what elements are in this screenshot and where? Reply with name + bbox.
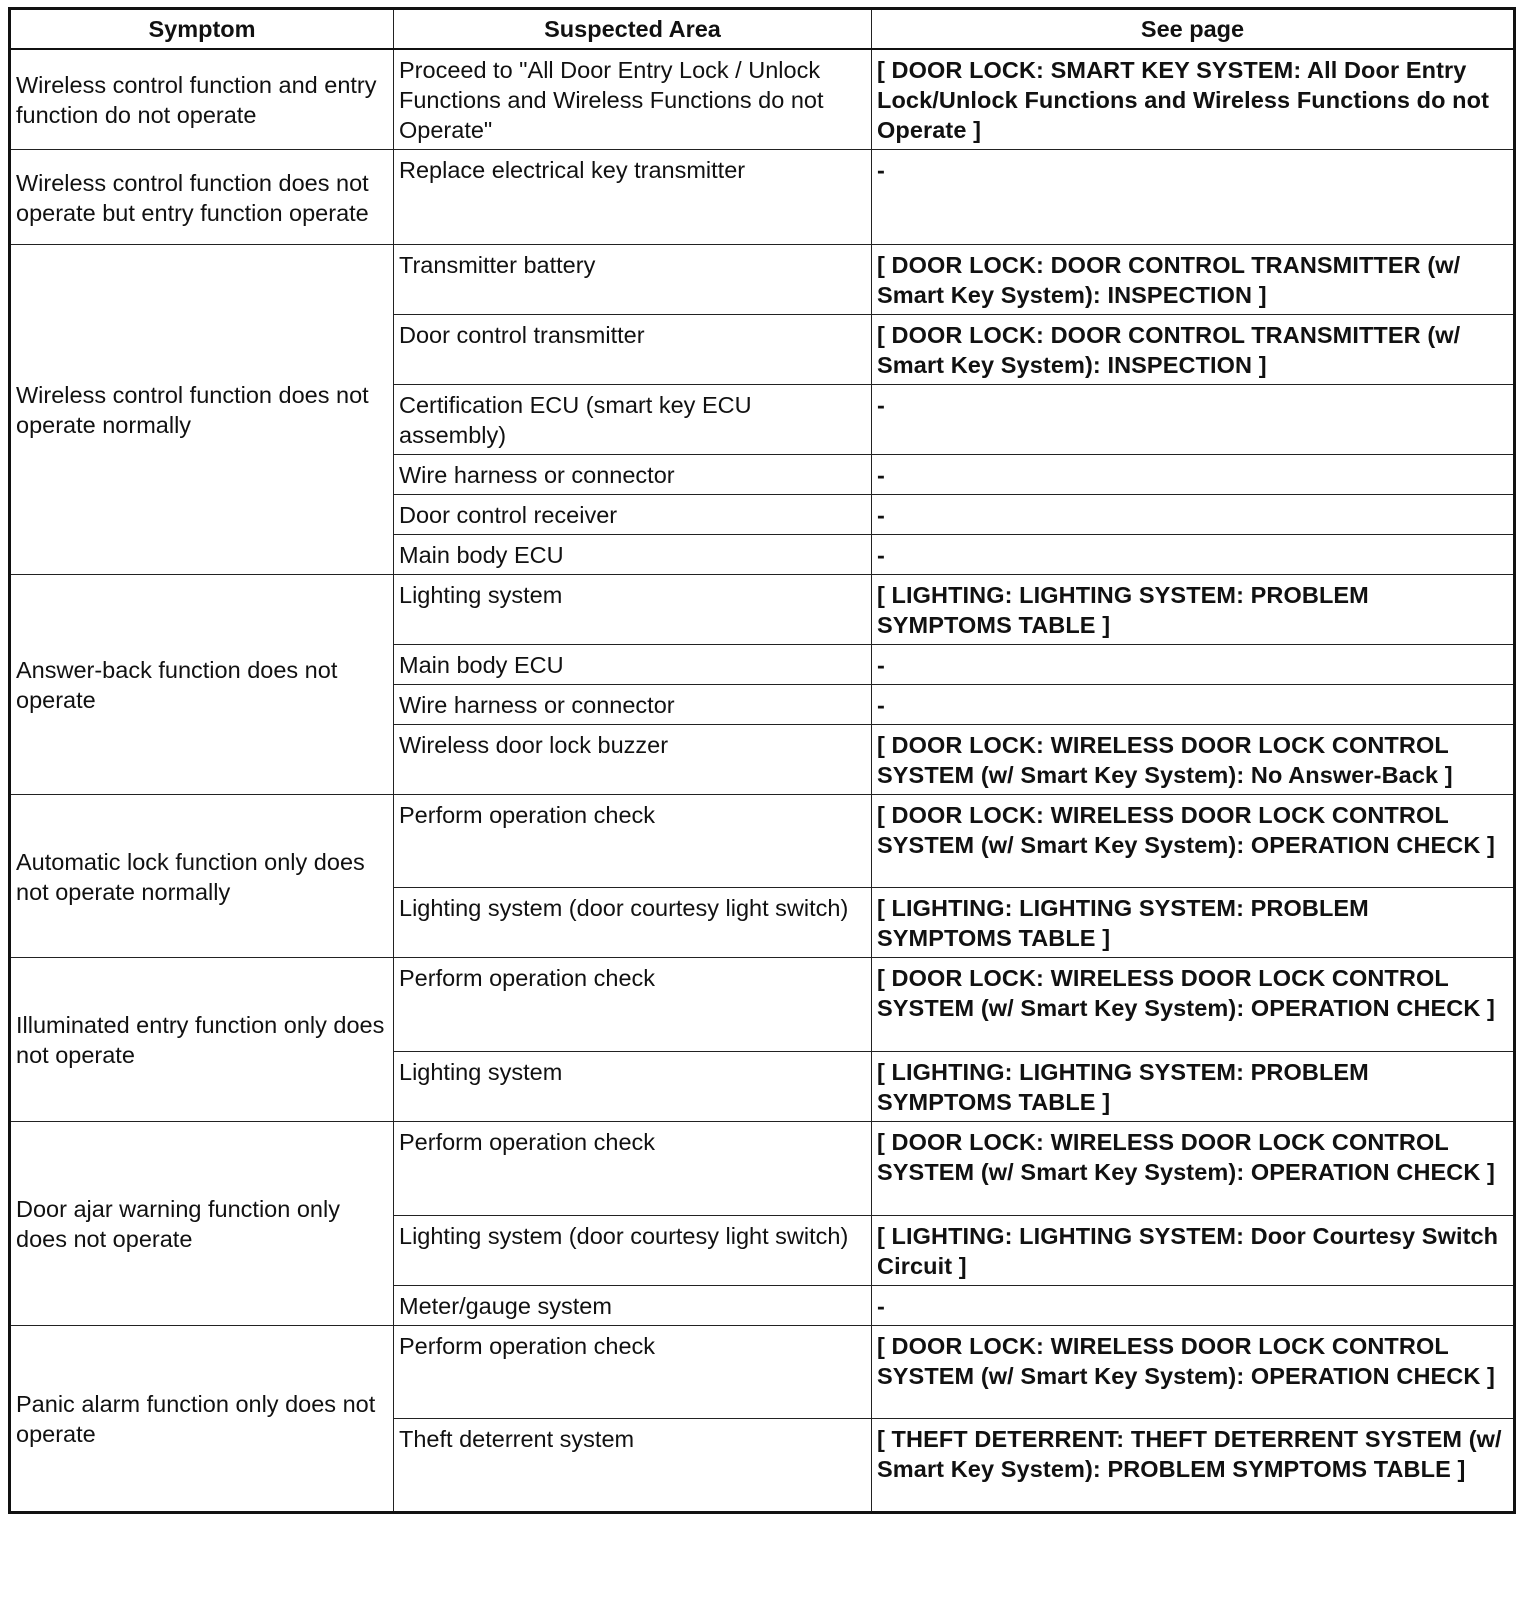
table-row [10, 1122, 1515, 1216]
symptom-cell: Illuminated entry function only does not operate [10, 958, 394, 1122]
suspected-area-cell: Door control transmitter [394, 315, 872, 385]
problem-symptoms-table-container [8, 7, 1516, 1514]
header-see-page: See page [872, 9, 1515, 50]
see-page-cell: [ DOOR LOCK: DOOR CONTROL TRANSMITTER (w/ Smart Key System): INSPECTION ] [872, 245, 1515, 315]
see-page-cell: [ LIGHTING: LIGHTING SYSTEM: Door Courtesy Switch Circuit ] [872, 1216, 1515, 1286]
see-page-cell: [ DOOR LOCK: SMART KEY SYSTEM: All Door Entry Lock/Unlock Functions and Wireless Functions do not Operate ] [872, 49, 1515, 150]
table-row [10, 150, 1515, 245]
suspected-area-cell: Meter/gauge system [394, 1286, 872, 1326]
see-page-cell: [ LIGHTING: LIGHTING SYSTEM: PROBLEM SYMPTOMS TABLE ] [872, 575, 1515, 645]
suspected-area-cell: Lighting system [394, 575, 872, 645]
header-symptom: Symptom [10, 9, 394, 50]
suspected-area-cell: Proceed to "All Door Entry Lock / Unlock Functions and Wireless Functions do not Operate" [394, 49, 872, 150]
suspected-area-cell: Perform operation check [394, 1326, 872, 1419]
see-page-cell: - [872, 535, 1515, 575]
see-page-cell: [ DOOR LOCK: WIRELESS DOOR LOCK CONTROL SYSTEM (w/ Smart Key System): OPERATION CHECK ] [872, 795, 1515, 888]
symptom-cell: Wireless control function and entry function do not operate [10, 49, 394, 150]
see-page-cell: [ LIGHTING: LIGHTING SYSTEM: PROBLEM SYMPTOMS TABLE ] [872, 1052, 1515, 1122]
table-row [10, 575, 1515, 645]
see-page-cell: [ DOOR LOCK: WIRELESS DOOR LOCK CONTROL SYSTEM (w/ Smart Key System): No Answer-Back ] [872, 725, 1515, 795]
suspected-area-cell: Wire harness or connector [394, 685, 872, 725]
suspected-area-cell: Door control receiver [394, 495, 872, 535]
suspected-area-cell: Transmitter battery [394, 245, 872, 315]
suspected-area-cell: Perform operation check [394, 795, 872, 888]
header-row [10, 9, 1515, 50]
header-suspected-area: Suspected Area [394, 9, 872, 50]
suspected-area-cell: Lighting system [394, 1052, 872, 1122]
suspected-area-cell: Wireless door lock buzzer [394, 725, 872, 795]
suspected-area-cell: Perform operation check [394, 958, 872, 1052]
suspected-area-cell: Wire harness or connector [394, 455, 872, 495]
see-page-cell: [ THEFT DETERRENT: THEFT DETERRENT SYSTEM (w/ Smart Key System): PROBLEM SYMPTOMS TABLE ] [872, 1419, 1515, 1513]
table-body [10, 49, 1515, 1513]
see-page-cell: [ DOOR LOCK: WIRELESS DOOR LOCK CONTROL SYSTEM (w/ Smart Key System): OPERATION CHECK ] [872, 1326, 1515, 1419]
see-page-cell: - [872, 385, 1515, 455]
table-row [10, 1326, 1515, 1419]
problem-symptoms-table [8, 7, 1516, 1514]
suspected-area-cell: Lighting system (door courtesy light switch) [394, 1216, 872, 1286]
see-page-cell: - [872, 455, 1515, 495]
see-page-cell: - [872, 150, 1515, 245]
table-row [10, 795, 1515, 888]
see-page-cell: [ DOOR LOCK: WIRELESS DOOR LOCK CONTROL SYSTEM (w/ Smart Key System): OPERATION CHECK ] [872, 1122, 1515, 1216]
suspected-area-cell: Theft deterrent system [394, 1419, 872, 1513]
see-page-cell: - [872, 1286, 1515, 1326]
suspected-area-cell: Main body ECU [394, 535, 872, 575]
suspected-area-cell: Perform operation check [394, 1122, 872, 1216]
table-row [10, 49, 1515, 150]
table-row [10, 958, 1515, 1052]
symptom-cell: Door ajar warning function only does not operate [10, 1122, 394, 1326]
see-page-cell: [ LIGHTING: LIGHTING SYSTEM: PROBLEM SYMPTOMS TABLE ] [872, 888, 1515, 958]
see-page-cell: - [872, 645, 1515, 685]
see-page-cell: - [872, 495, 1515, 535]
suspected-area-cell: Lighting system (door courtesy light switch) [394, 888, 872, 958]
suspected-area-cell: Main body ECU [394, 645, 872, 685]
table-header [10, 9, 1515, 50]
symptom-cell: Wireless control function does not operate normally [10, 245, 394, 575]
see-page-cell: [ DOOR LOCK: DOOR CONTROL TRANSMITTER (w/ Smart Key System): INSPECTION ] [872, 315, 1515, 385]
symptom-cell: Answer-back function does not operate [10, 575, 394, 795]
symptom-cell: Panic alarm function only does not operate [10, 1326, 394, 1513]
see-page-cell: - [872, 685, 1515, 725]
symptom-cell: Automatic lock function only does not operate normally [10, 795, 394, 958]
suspected-area-cell: Certification ECU (smart key ECU assembly) [394, 385, 872, 455]
table-row [10, 245, 1515, 315]
suspected-area-cell: Replace electrical key transmitter [394, 150, 872, 245]
see-page-cell: [ DOOR LOCK: WIRELESS DOOR LOCK CONTROL SYSTEM (w/ Smart Key System): OPERATION CHECK ] [872, 958, 1515, 1052]
symptom-cell: Wireless control function does not operate but entry function operate [10, 150, 394, 245]
